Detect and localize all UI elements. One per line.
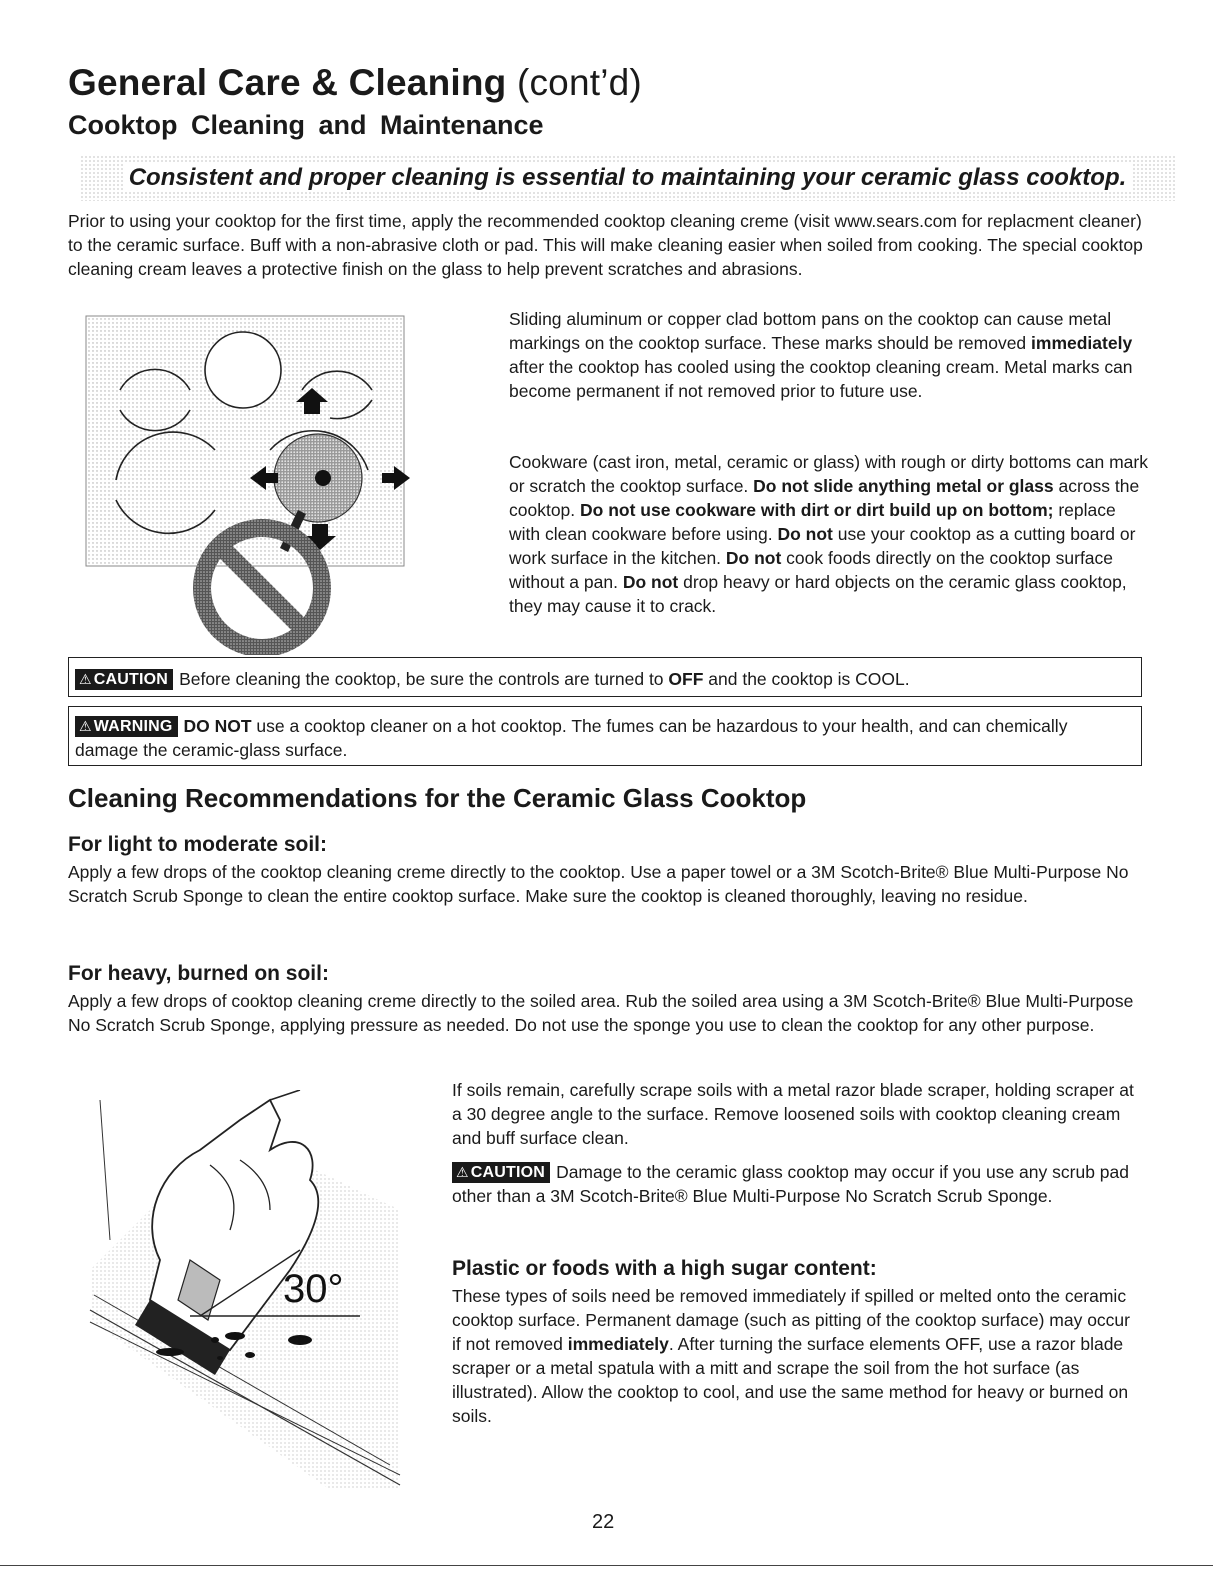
scraper-mitt-icon [80,1090,425,1490]
plastic-emphasis: immediately [567,1334,669,1354]
caution-text-a: Before cleaning the cooktop, be sure the controls are turned to [179,669,669,689]
intro-paragraph: Prior to using your cooktop for the first time, apply the recommended cooktop cleaning creme (visit www.sears.com for replacment cleaner) to the ceramic surface. Buff with a non-abrasive cloth or pad. This will make cleaning easier when soiled from cooking. The special cooktop cleaning cream leaves a protective finish on the glass to help prevent scratches and abrasions. [68,211,1143,279]
warning-badge-label: WARNING [93,718,173,735]
title-contd: (cont’d) [516,62,642,103]
caution2-badge-label: CAUTION [470,1164,546,1181]
warning-triangle-icon: ⚠ [456,1164,469,1180]
plastic-text-a: These types of soils need be removed immediately if spilled or melted onto the ceramic cooktop surface. Permanent damage (such as pitting of the cooktop surface) may occur if not removed [452,1286,1130,1354]
cookware-text-k: drop heavy or hard objects on the ceramic glass cooktop, they may cause it to crack. [509,572,1127,616]
cookware-text-e: replace with clean cookware before using. [509,500,1116,544]
angle-label: 30° [283,1267,344,1311]
cookware-text-i: cook foods directly on the cooktop surface without a pan. [509,548,1114,592]
sliding-paragraph [509,307,1149,403]
recommendations-heading: Cleaning Recommendations for the Ceramic Glass Cooktop [68,783,807,813]
scrape-paragraph: If soils remain, carefully scrape soils with a metal razor blade scraper, holding scraper at a 30 degree angle to the surface. Remove loosened soils with cooktop cleaning cream and buff surface clean. [452,1080,1134,1148]
page-number: 22 [592,1511,615,1533]
heavy-soil-heading: For heavy, burned on soil: [68,962,329,985]
footer-divider [0,1565,1213,1566]
cookware-paragraph [509,450,1149,618]
plastic-text-c: . After turning the surface elements OFF, use a razor blade scraper or a metal spatula with a mitt and scrape the soil from the hot surface (as illustrated). Allow the cooktop to cool, and use the same method for heavy or burned on soils. [452,1334,1129,1426]
warning-badge [75,716,178,737]
caution2-badge [452,1162,550,1183]
cooktop-no-slide-icon [80,310,425,655]
cooktop-illustration [80,310,425,655]
caution2-paragraph [452,1160,1147,1208]
cookware-text-c: across the cooktop. [509,476,1140,520]
warning-text-b: use a cooktop cleaner on a hot cooktop. The fumes can be hazardous to your health, and can chemically damage the ceramic-glass surface. [75,716,1068,760]
caution-bold-b: OFF [668,669,704,689]
title-main: General Care & Cleaning [68,62,507,103]
cookware-text-a: Cookware (cast iron, metal, ceramic or glass) with rough or dirty bottoms can mark or scratch the cooktop surface. [509,452,1148,496]
caution2-text: Damage to the ceramic glass cooktop may occur if you use any scrub pad other than a 3M Scotch-Brite® Blue Multi-Purpose No Scratch Scrub Sponge. [452,1162,1129,1206]
plastic-heading: Plastic or foods with a high sugar content: [452,1257,877,1280]
warning-box [68,706,1142,766]
section-subtitle: Cooktop Cleaning and Maintenance [68,110,544,140]
light-soil-text: Apply a few drops of the cooktop cleaning creme directly to the cooktop. Use a paper towel or a 3M Scotch-Brite® Blue Multi-Purpose No Scratch Scrub Sponge to clean the entire cooktop surface. Make sure the cooktop is cleaned thoroughly, leaving no residue. [68,862,1129,906]
cookware-bold-f: Do not [777,524,833,544]
tagline-text: Consistent and proper cleaning is essential to maintaining your ceramic glass cooktop. [123,164,1133,191]
warning-triangle-icon: ⚠ [79,718,92,734]
scraper-illustration [80,1090,425,1490]
warning-bold-a: DO NOT [183,716,252,736]
plastic-paragraph [452,1284,1142,1428]
tagline-banner [80,155,1175,201]
caution-text-c: and the cooktop is COOL. [703,669,910,689]
sliding-text-c: after the cooktop has cooled using the cooktop cleaning cream. Metal marks can become permanent if not removed prior to future use. [509,357,1133,401]
cookware-bold-b: Do not slide anything metal or glass [753,476,1054,496]
cookware-bold-j: Do not [622,572,679,592]
sliding-text-a: Sliding aluminum or copper clad bottom pans on the cooktop can cause metal markings on the cooktop surface. These marks should be removed [509,309,1112,353]
caution-box [68,657,1142,697]
cookware-text-g: use your cooktop as a cutting board or work surface in the kitchen. [509,524,1136,568]
cookware-bold-d: Do not use cookware with dirt or dirt build up on bottom; [580,500,1054,520]
page-title [68,62,642,104]
heavy-soil-text: Apply a few drops of cooktop cleaning creme directly to the soiled area. Rub the soiled area using a 3M Scotch-Brite® Blue Multi-Purpose No Scratch Scrub Sponge, applying pressure as needed. Do not use the sponge you use to clean the cooktop for any other purpose. [68,991,1134,1035]
warning-triangle-icon: ⚠ [79,671,92,687]
light-soil-heading: For light to moderate soil: [68,833,328,856]
sliding-emphasis: immediately [1031,333,1133,353]
caution-badge-label: CAUTION [93,671,169,688]
caution-badge [75,669,173,690]
cookware-bold-h: Do not [725,548,782,568]
